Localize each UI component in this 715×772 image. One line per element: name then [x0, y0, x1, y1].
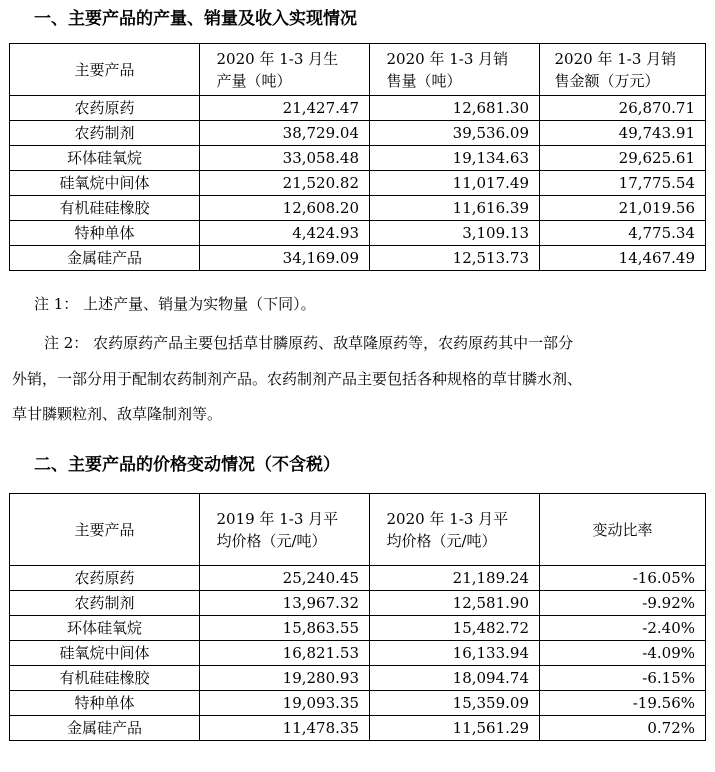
production-value: 21,520.82: [200, 171, 370, 196]
header-sales-amount: 2020 年 1-3 月销售金额（万元）: [540, 44, 706, 96]
product-name: 硅氧烷中间体: [10, 171, 200, 196]
table-row: [10, 121, 706, 146]
production-value: 12,608.20: [200, 196, 370, 221]
production-value: 38,729.04: [200, 121, 370, 146]
header-product: 主要产品: [10, 494, 200, 566]
table-row: [10, 221, 706, 246]
change-rate-value: -6.15%: [540, 666, 706, 691]
table-row: [10, 146, 706, 171]
price-2020-value: 21,189.24: [370, 566, 540, 591]
price-2019-value: 25,240.45: [200, 566, 370, 591]
section2-title: 二、主要产品的价格变动情况（不含税）: [34, 455, 340, 475]
production-value: 21,427.47: [200, 96, 370, 121]
sales-amount-value: 49,743.91: [540, 121, 706, 146]
header-production: 2020 年 1-3 月生产量（吨）: [200, 44, 370, 96]
table-row: [10, 716, 706, 741]
change-rate-value: 0.72%: [540, 716, 706, 741]
sales-volume-value: 39,536.09: [370, 121, 540, 146]
price-2020-value: 18,094.74: [370, 666, 540, 691]
change-rate-value: -19.56%: [540, 691, 706, 716]
production-sales-table: [9, 43, 706, 271]
price-2019-value: 11,478.35: [200, 716, 370, 741]
sales-volume-value: 3,109.13: [370, 221, 540, 246]
table-row: [10, 591, 706, 616]
price-2020-value: 15,482.72: [370, 616, 540, 641]
price-2020-value: 11,561.29: [370, 716, 540, 741]
note-1: 注 1： 上述产量、销量为实物量（下同）。: [34, 295, 316, 313]
sales-amount-value: 4,775.34: [540, 221, 706, 246]
price-2020-value: 16,133.94: [370, 641, 540, 666]
sales-volume-value: 12,681.30: [370, 96, 540, 121]
product-name: 农药制剂: [10, 121, 200, 146]
price-2019-value: 19,093.35: [200, 691, 370, 716]
table-row: [10, 641, 706, 666]
note-2-line-2: 外销，一部分用于配制农药制剂产品。农药制剂产品主要包括各种规格的草甘膦水剂、: [12, 370, 583, 388]
sales-volume-value: 12,513.73: [370, 246, 540, 271]
table-row: [10, 96, 706, 121]
header-sales-volume: 2020 年 1-3 月销售量（吨）: [370, 44, 540, 96]
price-2019-value: 19,280.93: [200, 666, 370, 691]
product-name: 硅氧烷中间体: [10, 641, 200, 666]
header-price-2020: 2020 年 1-3 月平均价格（元/吨）: [370, 494, 540, 566]
price-2019-value: 13,967.32: [200, 591, 370, 616]
product-name: 农药原药: [10, 96, 200, 121]
table-row: [10, 616, 706, 641]
price-2020-value: 12,581.90: [370, 591, 540, 616]
sales-volume-value: 11,017.49: [370, 171, 540, 196]
table-row: [10, 566, 706, 591]
product-name: 环体硅氧烷: [10, 616, 200, 641]
product-name: 环体硅氧烷: [10, 146, 200, 171]
change-rate-value: -2.40%: [540, 616, 706, 641]
table-row: [10, 246, 706, 271]
sales-amount-value: 29,625.61: [540, 146, 706, 171]
table-header-row: [10, 44, 706, 96]
price-2020-value: 15,359.09: [370, 691, 540, 716]
table-row: [10, 666, 706, 691]
sales-volume-value: 11,616.39: [370, 196, 540, 221]
table-row: [10, 196, 706, 221]
price-change-table: [9, 493, 706, 741]
sales-amount-value: 26,870.71: [540, 96, 706, 121]
product-name: 金属硅产品: [10, 716, 200, 741]
price-2019-value: 16,821.53: [200, 641, 370, 666]
product-name: 农药原药: [10, 566, 200, 591]
table-header-row: [10, 494, 706, 566]
table-row: [10, 691, 706, 716]
production-value: 4,424.93: [200, 221, 370, 246]
change-rate-value: -16.05%: [540, 566, 706, 591]
change-rate-value: -4.09%: [540, 641, 706, 666]
sales-amount-value: 14,467.49: [540, 246, 706, 271]
production-value: 33,058.48: [200, 146, 370, 171]
header-price-2019: 2019 年 1-3 月平均价格（元/吨）: [200, 494, 370, 566]
product-name: 特种单体: [10, 691, 200, 716]
section1-title: 一、主要产品的产量、销量及收入实现情况: [34, 9, 357, 29]
change-rate-value: -9.92%: [540, 591, 706, 616]
table-row: [10, 171, 706, 196]
sales-amount-value: 21,019.56: [540, 196, 706, 221]
sales-amount-value: 17,775.54: [540, 171, 706, 196]
product-name: 有机硅硅橡胶: [10, 196, 200, 221]
product-name: 有机硅硅橡胶: [10, 666, 200, 691]
note-2-line-3: 草甘膦颗粒剂、敌草隆制剂等。: [12, 405, 223, 423]
header-change-rate: 变动比率: [540, 494, 706, 566]
product-name: 农药制剂: [10, 591, 200, 616]
note-2-line-1: 注 2： 农药原药产品主要包括草甘膦原药、敌草隆原药等，农药原药其中一部分: [44, 334, 574, 352]
price-2019-value: 15,863.55: [200, 616, 370, 641]
product-name: 特种单体: [10, 221, 200, 246]
sales-volume-value: 19,134.63: [370, 146, 540, 171]
production-value: 34,169.09: [200, 246, 370, 271]
product-name: 金属硅产品: [10, 246, 200, 271]
header-product: 主要产品: [10, 44, 200, 96]
